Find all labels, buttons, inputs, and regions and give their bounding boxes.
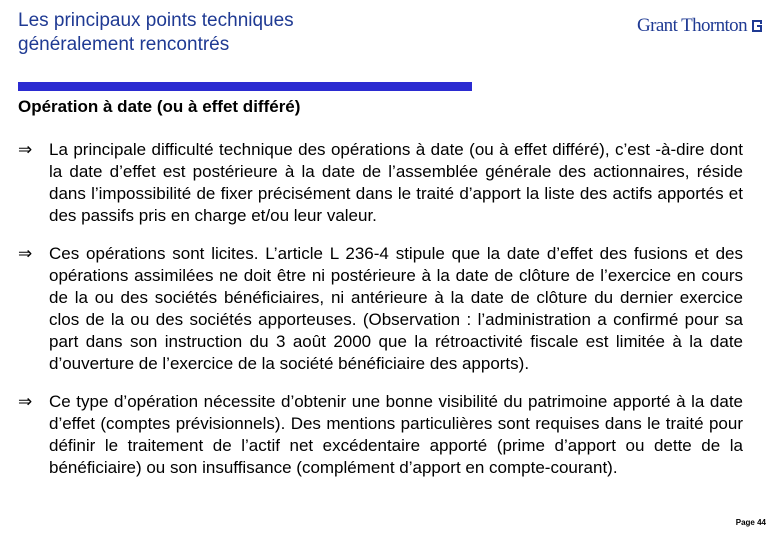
logo-mark-icon — [751, 19, 763, 33]
implies-arrow-icon: ⇒ — [18, 392, 33, 411]
logo-text: Grant Thornton — [637, 15, 747, 36]
implies-arrow-icon: ⇒ — [18, 140, 33, 159]
bullet-text: La principale difficulté technique des opérations à date (ou à effet différé), c’est -à-dire dont la date d’effet est postérieure à la date de l’assemblée générale des actionnaires, réside dans l’impossibilité de fixer précisément dans le traité d’apport la liste des actifs apportés et des passifs pris en charge et/ou leur valeur. — [49, 140, 743, 225]
grant-thornton-logo — [637, 12, 773, 40]
bullet-list — [18, 139, 743, 479]
section-subtitle: Opération à date (ou à effet différé) — [18, 97, 301, 116]
title-line-1: Les principaux points techniques — [18, 10, 294, 31]
implies-arrow-icon: ⇒ — [18, 244, 33, 263]
title-rule — [18, 82, 472, 91]
bullet-item — [18, 139, 743, 227]
bullet-item — [18, 391, 743, 479]
bullet-item — [18, 243, 743, 375]
page-number: Page 44 — [735, 518, 766, 527]
bullet-text: Ces opérations sont licites. L’article L 236-4 stipule que la date d’effet des fusions et des opérations assimilées ne doit être ni postérieure à la date de clôture de l’exercice en cours de la ou des sociétés bénéficiaires, ni antérieure à la date de clôture du dernier exercice clos de la ou des sociétés apporteuses. (Observation : l’administration a confirmé pour sa part dans son instruction du 3 août 2000 que la rétroactivité fiscale est limitée à la date d’ouverture de l’exercice de la société bénéficiaire des apports). — [49, 244, 743, 373]
title-line-2: généralement rencontrés — [18, 34, 230, 55]
page-title — [18, 9, 294, 57]
bullet-text: Ce type d’opération nécessite d’obtenir une bonne visibilité du patrimoine apporté à la date d’effet (comptes prévisionnels). Des mentions particulières sont requises dans le traité pour définir le traitement de l’actif net excédentaire apporté (prime d’apport ou dette de la bénéficiaire) ou son insuffisance (complément d’apport en compte-courant). — [49, 392, 743, 477]
